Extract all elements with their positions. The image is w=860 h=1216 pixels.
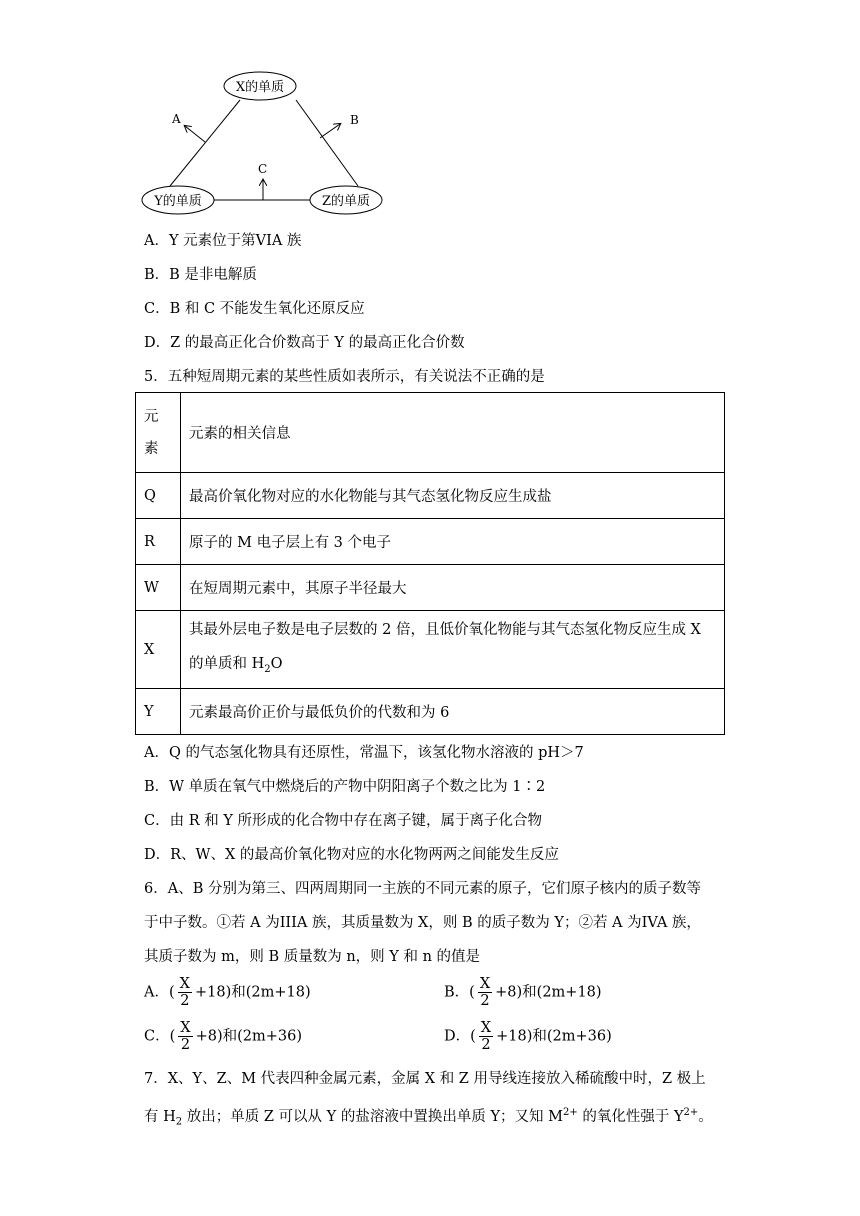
q6-line2: 于中子数。①若 A 为IIIA 族，其质量数为 X，则 B 的质子数为 Y；②若 A 为IVA 族， [144,915,701,931]
header-info-cell: 元素的相关信息 [181,393,725,473]
q6-line1: 6．A、B 分别为第三、四两周期同一主族的不同元素的原子，它们原子核内的质子数等 [144,881,701,897]
q5-option-d: D．R、W、X 的最高价氧化物对应的水化物两两之间能发生反应 [144,847,559,863]
row-info [181,611,725,689]
row-element: Q [136,473,181,519]
q6-option-b: B．( $\frac{X}{2}$ +8)和(2m+18) [444,976,602,1009]
arrow-a [185,126,205,142]
arrow-b [320,124,340,138]
q7-line1: 7．X、Y、Z、M 代表四种金属元素，金属 X 和 Z 用导线连接放入稀硫酸中时，Z 极上 [144,1071,706,1087]
q4-option-a: A．Y 元素位于第VIA 族 [144,233,302,249]
node-x-label: X的单质 [235,80,285,95]
header-element-cell [136,393,181,473]
fraction: $\frac{X}{2}$ [179,976,190,1009]
table-row [136,611,725,689]
row-element: Y [136,689,181,735]
row-info: 最高价氧化物对应的水化物能与其气态氢化物反应生成盐 [181,473,725,519]
row-element: R [136,519,181,565]
q6-option-d: D．( $\frac{X}{2}$ +18)和(2m+36) [444,1020,612,1053]
q5-option-a: A．Q 的气态氢化物具有还原性，常温下，该氢化物水溶液的 pH＞7 [144,745,584,761]
q7-line2: 有 $H_2$ 放出；单质 Z 可以从 Y 的盐溶液中置换出单质 Y；又知 $M^{2+}$ 的氧化性强于 $Y^{2+}$。 [144,1107,713,1128]
table-row [136,519,725,565]
q5-option-b: B．W 单质在氧气中燃烧后的产物中阴阳离子个数之比为 1∶2 [144,779,546,795]
q6-line3: 其质子数为 m，则 B 质量数为 n，则 Y 和 n 的值是 [144,949,481,965]
q4-option-b: B．B 是非电解质 [144,267,257,283]
table-header-row [136,393,725,473]
table-row [136,565,725,611]
node-y-label: Y的单质 [154,194,202,209]
node-z-label: Z的单质 [321,194,371,209]
row-info: 原子的 M 电子层上有 3 个电子 [181,519,725,565]
q6-option-a: A．( $\frac{X}{2}$ +18)和(2m+18) [144,976,311,1009]
arrow-c-label: C [258,162,268,176]
row-info: 元素最高价正价与最低负价的代数和为 6 [181,689,725,735]
row-info: 在短周期元素中，其原子半径最大 [181,565,725,611]
row-info-line2: 的单质和 $H_2O$ [189,655,283,675]
q5-stem: 5．五种短周期元素的某些性质如表所示，有关说法不正确的是 [144,369,545,385]
edge-xz [296,100,358,186]
element-relation-diagram [130,0,530,230]
table-row [136,473,725,519]
header-element-line1: 元 [144,408,159,425]
q4-option-c: C．B 和 C 不能发生氧化还原反应 [144,301,365,317]
arrow-b-label: B [350,113,359,127]
element-info-table [135,392,725,735]
q4-option-d: D．Z 的最高正化合价数高于 Y 的最高正化合价数 [144,335,465,351]
table-row [136,689,725,735]
header-element-line2: 素 [144,440,159,457]
q5-option-c: C．由 R 和 Y 所形成的化合物中存在离子键，属于离子化合物 [144,813,543,829]
row-element: X [136,611,181,689]
fraction: $\frac{X}{2}$ [480,1020,492,1053]
row-element: W [136,565,181,611]
q6-option-c: C．( $\frac{X}{2}$ +8)和(2m+36) [144,1020,303,1053]
row-info-line1: 其最外层电子数是电子层数的 2 倍，且低价氧化物能与其气态氢化物反应生成 X [189,621,701,638]
arrow-a-label: A [172,112,181,126]
fraction: $\frac{X}{2}$ [180,1020,191,1053]
fraction: $\frac{X}{2}$ [479,976,491,1009]
